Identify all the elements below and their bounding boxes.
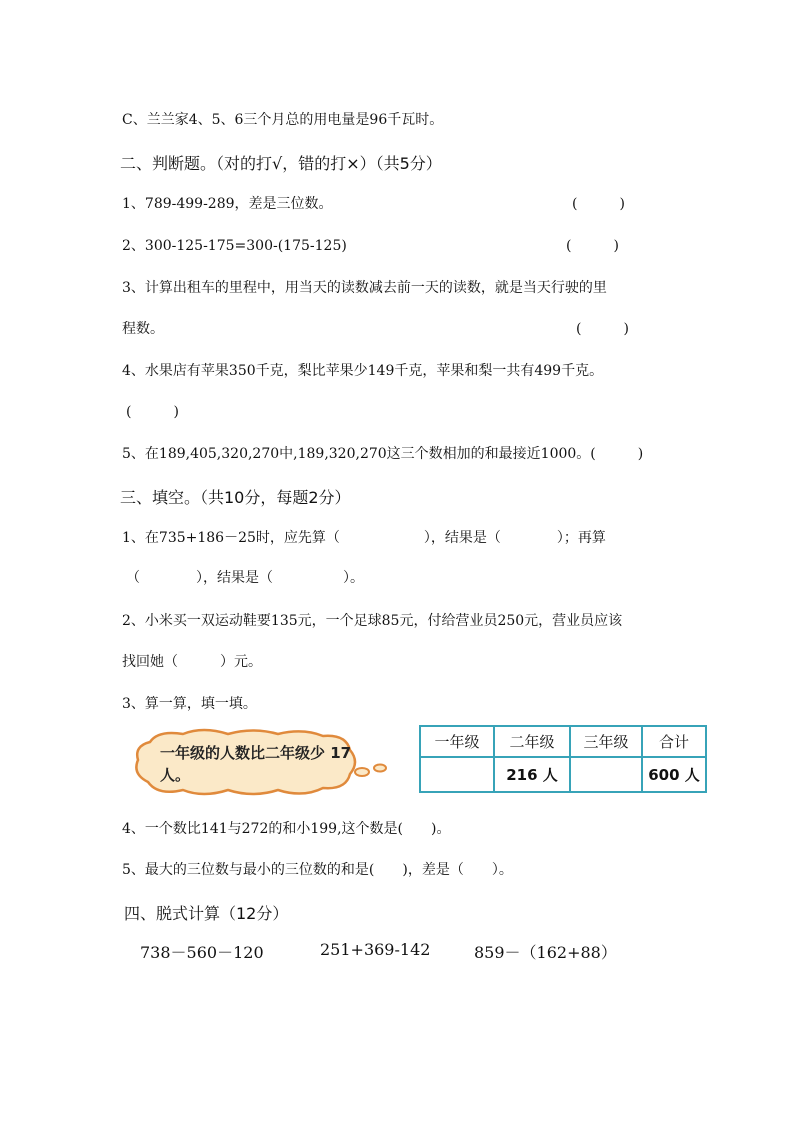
judge-q3-line2: 程数。 <box>122 321 164 337</box>
fill-q3: 3、算一算，填一填。 <box>122 696 257 712</box>
cell-grade3[interactable] <box>570 757 642 792</box>
judge-q4: 4、水果店有苹果350千克，梨比苹果少149千克，苹果和梨一共有499千克。 <box>122 363 604 379</box>
header-total: 合计 <box>642 726 706 757</box>
judge-q3-line1: 3、计算出租车的里程中，用当天的读数减去前一天的读数，就是当天行驶的里 <box>122 280 607 296</box>
header-grade2: 二年级 <box>494 726 570 757</box>
table-header-row <box>420 726 706 757</box>
cell-total: 600 人 <box>642 757 706 792</box>
calc-expr-1: 738－560－120 <box>140 943 264 962</box>
header-grade1: 一年级 <box>420 726 494 757</box>
judge-q1: 1、789-499-289，差是三位数。 <box>122 196 333 212</box>
fill-q4: 4、一个数比141与272的和小199,这个数是( )。 <box>122 821 451 837</box>
cell-grade1[interactable] <box>420 757 494 792</box>
fill-q1-line2: （ ），结果是（ ）。 <box>126 570 364 586</box>
judge-q5: 5、在189,405,320,270中,189,320,270这三个数相加的和最接近1000。( ) <box>122 446 644 462</box>
judge-q1-answer[interactable]: ( ) <box>572 196 625 212</box>
judge-q2-answer[interactable]: ( ) <box>566 238 619 254</box>
section4-title: 四、脱式计算（12分） <box>124 904 289 923</box>
fill-q5: 5、最大的三位数与最小的三位数的和是( )，差是（ ）。 <box>122 862 513 878</box>
grade-table <box>419 725 707 793</box>
cell-grade2: 216 人 <box>494 757 570 792</box>
fill-q1-line1: 1、在735+186－25时，应先算（ ），结果是（ ）；再算 <box>122 530 606 546</box>
section2-title: 二、判断题。（对的打√，错的打×）（共5分） <box>120 154 442 173</box>
section3-title: 三、填空。（共10分，每题2分） <box>120 488 351 507</box>
option-c-text: C、兰兰家4、5、6三个月总的用电量是96千瓦时。 <box>122 112 444 128</box>
header-grade3: 三年级 <box>570 726 642 757</box>
cloud-text: 一年级的人数比二年级少 17 人。 <box>160 744 352 784</box>
judge-q4-answer[interactable]: ( ) <box>126 404 179 420</box>
fill-q2-line2: 找回她（ ）元。 <box>122 654 262 670</box>
calc-expr-2: 251+369-142 <box>320 940 431 959</box>
fill-q2-line1: 2、小米买一双运动鞋要135元，一个足球85元，付给营业员250元，营业员应该 <box>122 613 623 629</box>
table-row <box>420 757 706 792</box>
judge-q3-answer[interactable]: ( ) <box>576 321 629 337</box>
calc-expr-3: 859－（162+88） <box>474 943 617 962</box>
cloud-bubble-2 <box>374 765 386 772</box>
judge-q2: 2、300-125-175=300-(175-125) <box>122 238 347 254</box>
